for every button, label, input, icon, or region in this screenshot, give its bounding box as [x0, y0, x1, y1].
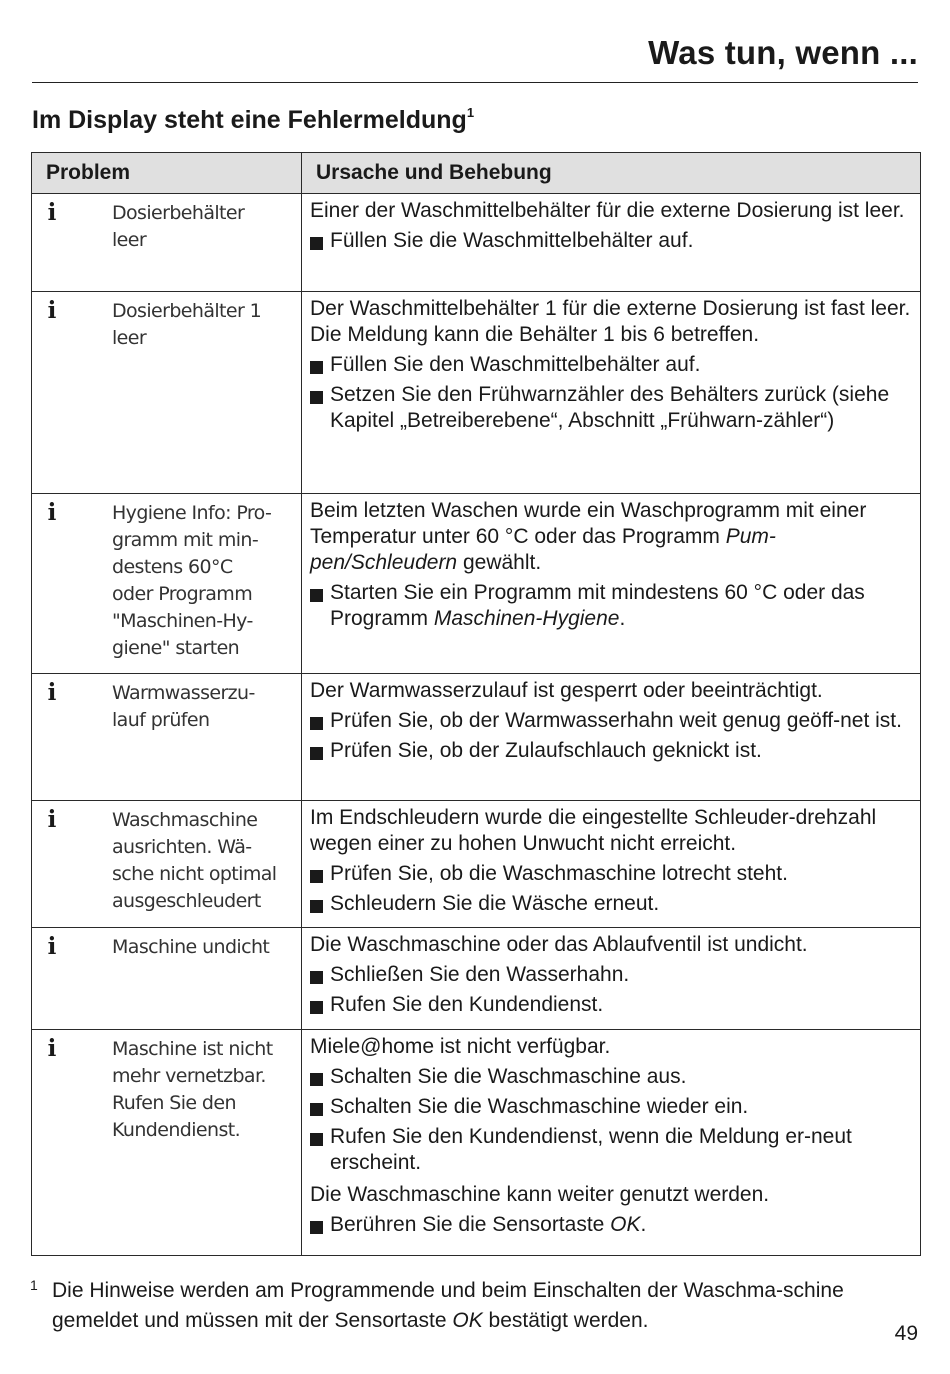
- problem-message-text: Dosierbehälter 1 leer: [112, 300, 262, 349]
- remedy-bullet: [310, 1212, 912, 1238]
- problem-cell: [32, 928, 302, 1030]
- footnote-text-italic: OK: [452, 1309, 483, 1332]
- cause-paragraph: [310, 296, 912, 322]
- text-segment: Schließen Sie den Wasserhahn.: [330, 963, 630, 986]
- remedy-bullet: [310, 1124, 912, 1176]
- bullet-square-icon: [310, 1073, 323, 1086]
- problem-message-text: Hygiene Info: Pro- gramm mit min- destens 60°C oder Programm "Maschinen-Hy- giene" starten: [112, 502, 272, 659]
- problem-cell: [32, 674, 302, 801]
- remedy-bullet: [310, 228, 912, 254]
- footnote-text-main: Die Hinweise werden am Programmende und beim Einschalten der Waschma-schine gemeldet und müssen mit der Sensortaste: [52, 1279, 844, 1332]
- bullet-square-icon: [310, 1001, 323, 1014]
- problem-cell: [32, 494, 302, 674]
- bullet-square-icon: [310, 361, 323, 374]
- text-segment: Einer der Waschmittelbehälter für die externe Dosierung ist leer.: [310, 199, 905, 222]
- text-segment: Die Waschmaschine oder das Ablaufventil ist undicht.: [310, 933, 808, 956]
- remedy-bullet: [310, 382, 912, 434]
- remedy-bullet: [310, 962, 912, 988]
- remedy-bullet: [310, 1064, 912, 1090]
- problem-cell-content: [32, 200, 295, 254]
- info-icon: i: [47, 1035, 57, 1062]
- error-message-table: [31, 152, 921, 1256]
- problem-message-text: Waschmaschine ausrichten. Wä- sche nicht optimal ausgeschleudert: [112, 809, 277, 912]
- problem-message-text: Dosierbehälter leer: [112, 202, 245, 251]
- remedy-bullet: [310, 708, 912, 734]
- text-segment: Miele@home ist nicht verfügbar.: [310, 1035, 611, 1058]
- remedy-bullet: [310, 352, 912, 378]
- page-header-title: Was tun, wenn ...: [648, 34, 918, 71]
- section-heading-text: Im Display steht eine Fehlermeldung: [32, 106, 467, 134]
- text-segment: Schalten Sie die Waschmaschine wieder ein.: [330, 1095, 749, 1118]
- remedy-bullet: [310, 580, 912, 632]
- header-divider: [32, 82, 918, 83]
- remedy-bullet: [310, 738, 912, 764]
- table-row: [32, 292, 921, 494]
- bullet-square-icon: [310, 971, 323, 984]
- bullet-square-icon: [310, 391, 323, 404]
- footnote-text-after: bestätigt werden.: [482, 1309, 649, 1332]
- problem-message-text: Maschine ist nicht mehr vernetzbar. Rufen Sie den Kundendienst.: [112, 1038, 273, 1141]
- text-segment-after: gewählt.: [457, 551, 542, 574]
- text-segment: Prüfen Sie, ob die Waschmaschine lotrecht steht.: [330, 862, 788, 885]
- info-icon: i: [47, 499, 57, 526]
- cause-remedy-cell: [302, 674, 921, 801]
- info-icon: i: [47, 297, 57, 324]
- info-icon: i: [47, 199, 57, 226]
- text-segment: Prüfen Sie, ob der Zulaufschlauch geknickt ist.: [330, 739, 762, 762]
- text-segment: Die Waschmaschine kann weiter genutzt werden.: [310, 1183, 770, 1206]
- table-header-row: [32, 153, 921, 194]
- info-icon: i: [47, 933, 57, 960]
- footnote-text: [52, 1276, 900, 1336]
- cause-remedy-cell: [302, 1030, 921, 1256]
- cause-remedy-cell: [302, 801, 921, 928]
- text-segment-after: .: [640, 1213, 647, 1236]
- problem-cell-content: [32, 1036, 295, 1144]
- remedy-bullet: [310, 992, 912, 1018]
- text-segment: Füllen Sie die Waschmittelbehälter auf.: [330, 229, 694, 252]
- text-segment: Der Warmwasserzulauf ist gesperrt oder beeinträchtigt.: [310, 679, 823, 702]
- cause-paragraph: [310, 1034, 912, 1060]
- cause-paragraph: [310, 322, 912, 348]
- page-number: 49: [894, 1322, 918, 1345]
- info-icon: i: [47, 679, 57, 706]
- text-segment: Beim letzten Waschen wurde ein Waschprogramm mit einer Temperatur unter 60 °C oder das Programm: [310, 499, 867, 548]
- problem-cell-content: [32, 500, 295, 662]
- text-segment: Setzen Sie den Frühwarnzähler des Behälters zurück (siehe Kapitel „Betreiberebene“, Abschnitt „Frühwarn-zähler“): [330, 383, 890, 432]
- problem-cell: [32, 801, 302, 928]
- cause-remedy-cell: [302, 928, 921, 1030]
- table-row: [32, 194, 921, 292]
- text-segment: Rufen Sie den Kundendienst, wenn die Meldung er-neut erscheint.: [330, 1125, 852, 1174]
- cause-remedy-cell: [302, 292, 921, 494]
- bullet-square-icon: [310, 747, 323, 760]
- italic-text-segment: OK: [610, 1213, 641, 1236]
- bullet-square-icon: [310, 900, 323, 913]
- footnote-mark: 1: [30, 1277, 38, 1293]
- table-row: [32, 801, 921, 928]
- table-row: [32, 1030, 921, 1256]
- section-heading: [32, 106, 474, 135]
- problem-message-text: Maschine undicht: [112, 936, 270, 958]
- text-segment: Schleudern Sie die Wäsche erneut.: [330, 892, 660, 915]
- remedy-bullet: [310, 1094, 912, 1120]
- table-row: [32, 674, 921, 801]
- table-body: [32, 194, 921, 1256]
- remedy-bullet: [310, 891, 912, 917]
- text-segment: Im Endschleudern wurde die eingestellte Schleuder-drehzahl wegen einer zu hohen Unwucht nicht erreicht.: [310, 806, 877, 855]
- column-header-cause-remedy: Ursache und Behebung: [302, 153, 921, 194]
- footnote: [30, 1276, 900, 1336]
- problem-cell: [32, 1030, 302, 1256]
- text-segment: Schalten Sie die Waschmaschine aus.: [330, 1065, 687, 1088]
- bullet-square-icon: [310, 237, 323, 250]
- italic-text-segment: Maschinen-Hygiene: [433, 607, 620, 630]
- footnote-reference: 1: [466, 104, 475, 120]
- problem-cell-content: [32, 298, 295, 352]
- problem-cell-content: [32, 934, 295, 961]
- bullet-square-icon: [310, 717, 323, 730]
- text-segment: Rufen Sie den Kundendienst.: [330, 993, 604, 1016]
- bullet-square-icon: [310, 1221, 323, 1234]
- bullet-square-icon: [310, 1103, 323, 1116]
- italic-text-segment: Pum-pen/Schleudern: [310, 525, 776, 574]
- text-segment: Der Waschmittelbehälter 1 für die externe Dosierung ist fast leer.: [310, 297, 911, 320]
- problem-cell-content: [32, 807, 295, 915]
- cause-paragraph: [310, 932, 912, 958]
- remedy-bullet: [310, 861, 912, 887]
- bullet-square-icon: [310, 589, 323, 602]
- cause-paragraph: [310, 198, 912, 224]
- bullet-square-icon: [310, 870, 323, 883]
- text-segment: Starten Sie ein Programm mit mindestens 60 °C oder das Programm: [330, 581, 865, 630]
- table-row: [32, 928, 921, 1030]
- table-row: [32, 494, 921, 674]
- text-segment: Berühren Sie die Sensortaste: [330, 1213, 611, 1236]
- problem-message-text: Warmwasserzu- lauf prüfen: [112, 682, 255, 731]
- cause-remedy-cell: [302, 494, 921, 674]
- problem-cell-content: [32, 680, 295, 734]
- text-segment-after: .: [619, 607, 626, 630]
- bullet-square-icon: [310, 1133, 323, 1146]
- cause-paragraph: [310, 498, 912, 576]
- column-header-problem: Problem: [32, 153, 302, 194]
- info-icon: i: [47, 806, 57, 833]
- cause-paragraph: [310, 1182, 912, 1208]
- cause-paragraph: [310, 805, 912, 857]
- cause-remedy-cell: [302, 194, 921, 292]
- text-segment: Prüfen Sie, ob der Warmwasserhahn weit genug geöff-net ist.: [330, 709, 902, 732]
- problem-cell: [32, 292, 302, 494]
- problem-cell: [32, 194, 302, 292]
- text-segment: Füllen Sie den Waschmittelbehälter auf.: [330, 353, 701, 376]
- cause-paragraph: [310, 678, 912, 704]
- text-segment: Die Meldung kann die Behälter 1 bis 6 betreffen.: [310, 323, 760, 346]
